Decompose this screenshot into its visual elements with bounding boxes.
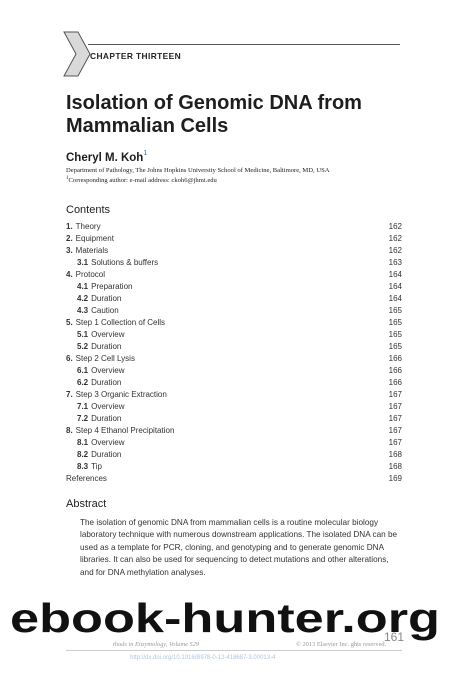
footer-doi-link[interactable]: http://dx.doi.org/10.1016/B978-0-12-418687-3.00013-4: [130, 655, 276, 661]
toc-item-page: 164: [388, 282, 402, 291]
toc-item-number: 7.: [66, 390, 73, 399]
toc-item[interactable]: [66, 401, 402, 413]
toc-item-number: 4.1: [77, 282, 89, 291]
toc-item-label: Duration: [91, 294, 122, 303]
toc-item-number: 7.2: [77, 414, 89, 423]
toc-item-page: 162: [388, 246, 402, 255]
toc-item-page: 162: [388, 222, 402, 231]
toc-item[interactable]: [66, 377, 402, 389]
toc-item[interactable]: [66, 353, 402, 365]
toc-item-number: 8.2: [77, 450, 89, 459]
toc-item-number: 8.: [66, 426, 73, 435]
toc-item-page: 167: [388, 402, 402, 411]
toc-item[interactable]: [66, 257, 402, 269]
chapter-chevron-icon: [62, 30, 92, 78]
toc-item-page: 165: [388, 318, 402, 327]
toc-item-label: Caution: [91, 306, 119, 315]
toc-item-page: 167: [388, 414, 402, 423]
author-name-text: Cheryl M. Koh: [66, 151, 144, 164]
toc-item-number: 1.: [66, 222, 73, 231]
table-of-contents: [66, 221, 402, 485]
toc-item-page: 165: [388, 306, 402, 315]
toc-item-page: 166: [388, 354, 402, 363]
toc-item-label: Tip: [91, 462, 102, 471]
toc-item-page: 165: [388, 330, 402, 339]
chapter-label: CHAPTER THIRTEEN: [90, 51, 182, 61]
toc-item-page: 169: [388, 474, 402, 483]
toc-item-number: 3.: [66, 246, 73, 255]
toc-item-page: 168: [388, 462, 402, 471]
footer-rule: [66, 650, 402, 651]
toc-item[interactable]: [66, 413, 402, 425]
toc-item-label: Duration: [91, 414, 122, 423]
toc-item-page: 166: [388, 366, 402, 375]
toc-item-number: 7.1: [77, 402, 89, 411]
footer-journal: thods in Enzymology, Volume 529: [113, 641, 200, 648]
toc-item-page: 164: [388, 294, 402, 303]
toc-item-label: Step 1 Collection of Cells: [75, 318, 166, 327]
toc-item-number: 2.: [66, 234, 73, 243]
footer-copyright: © 2013 Elsevier Inc. ghts reserved.: [296, 641, 387, 648]
toc-item[interactable]: [66, 233, 402, 245]
author-marker: 1: [143, 150, 148, 157]
toc-item-page: 167: [388, 426, 402, 435]
toc-item-label: Duration: [91, 342, 122, 351]
watermark-logo: [0, 588, 450, 648]
toc-item-label: Step 2 Cell Lysis: [75, 354, 135, 363]
corresponding-text: Corresponding author: e-mail address: ckoh6@jhmi.edu: [68, 177, 217, 185]
toc-item-number: 6.: [66, 354, 73, 363]
toc-item-page: 168: [388, 450, 402, 459]
toc-item[interactable]: [66, 365, 402, 377]
toc-item-number: 5.2: [77, 342, 89, 351]
corresponding-marker: 1: [66, 176, 69, 181]
toc-item-label: References: [66, 474, 107, 483]
toc-item-label: Overview: [91, 402, 125, 411]
toc-item[interactable]: [66, 329, 402, 341]
toc-item-label: Materials: [75, 246, 109, 255]
toc-item[interactable]: [66, 425, 402, 437]
toc-item-page: 162: [388, 234, 402, 243]
toc-item-page: 167: [388, 390, 402, 399]
toc-item[interactable]: [66, 461, 402, 473]
toc-item-label: Duration: [91, 378, 122, 387]
abstract-text: The isolation of genomic DNA from mammalian cells is a routine molecular biology laboratory technique with numerous downstream applications. The isolated DNA can be used as a template for PCR, cloning, and genotyping and to generate genomic DNA libraries. It can also be used for sequencing to detect mutations and other alterations, and for DNA methylation analyses.: [80, 518, 398, 577]
toc-item-label: Step 3 Organic Extraction: [75, 390, 167, 399]
toc-item-label: Preparation: [91, 282, 133, 291]
toc-item-number: 3.1: [77, 258, 89, 267]
toc-item-label: Overview: [91, 438, 125, 447]
toc-item[interactable]: [66, 449, 402, 461]
toc-item[interactable]: [66, 245, 402, 257]
toc-item-label: Step 4 Ethanol Precipitation: [75, 426, 175, 435]
toc-item-page: 165: [388, 342, 402, 351]
toc-item-page: 167: [388, 438, 402, 447]
affiliation-corresponding: [66, 176, 217, 184]
watermark-text: ebook-hunter.org: [10, 595, 440, 641]
toc-item[interactable]: [66, 221, 402, 233]
toc-item-label: Duration: [91, 450, 122, 459]
affiliation-department: Department of Pathology, The Johns Hopkins University School of Medicine, Baltimore, MD, USA: [66, 167, 330, 174]
toc-item-label: Equipment: [75, 234, 114, 243]
toc-item-number: 8.1: [77, 438, 89, 447]
toc-item-page: 164: [388, 270, 402, 279]
toc-item-label: Overview: [91, 366, 125, 375]
toc-item[interactable]: [66, 305, 402, 317]
page-title: Isolation of Genomic DNA from Mammalian Cells: [66, 92, 362, 137]
toc-item-number: 5.: [66, 318, 73, 327]
toc-item-label: Solutions & buffers: [91, 258, 159, 267]
toc-item[interactable]: [66, 317, 402, 329]
toc-item[interactable]: [66, 281, 402, 293]
toc-item-page: 166: [388, 378, 402, 387]
toc-item[interactable]: [66, 437, 402, 449]
chapter-rule: [88, 44, 400, 45]
contents-heading: Contents: [66, 204, 111, 216]
toc-item-number: 6.2: [77, 378, 89, 387]
toc-item-label: Theory: [75, 222, 101, 231]
toc-item-page: 163: [388, 258, 402, 267]
toc-item[interactable]: [66, 293, 402, 305]
toc-item[interactable]: [66, 269, 402, 281]
toc-item-number: 4.2: [77, 294, 89, 303]
toc-item-label: Protocol: [75, 270, 106, 279]
footer-page-number: 161: [384, 630, 405, 644]
toc-item-label: Overview: [91, 330, 125, 339]
toc-item-number: 8.3: [77, 462, 89, 471]
toc-item-number: 4.: [66, 270, 73, 279]
toc-item[interactable]: [66, 473, 402, 485]
author-name: [66, 151, 147, 164]
toc-item[interactable]: [66, 389, 402, 401]
toc-item-number: 5.1: [77, 330, 89, 339]
abstract-heading: Abstract: [66, 498, 107, 510]
toc-item-number: 4.3: [77, 306, 89, 315]
toc-item[interactable]: [66, 341, 402, 353]
toc-item-number: 6.1: [77, 366, 89, 375]
